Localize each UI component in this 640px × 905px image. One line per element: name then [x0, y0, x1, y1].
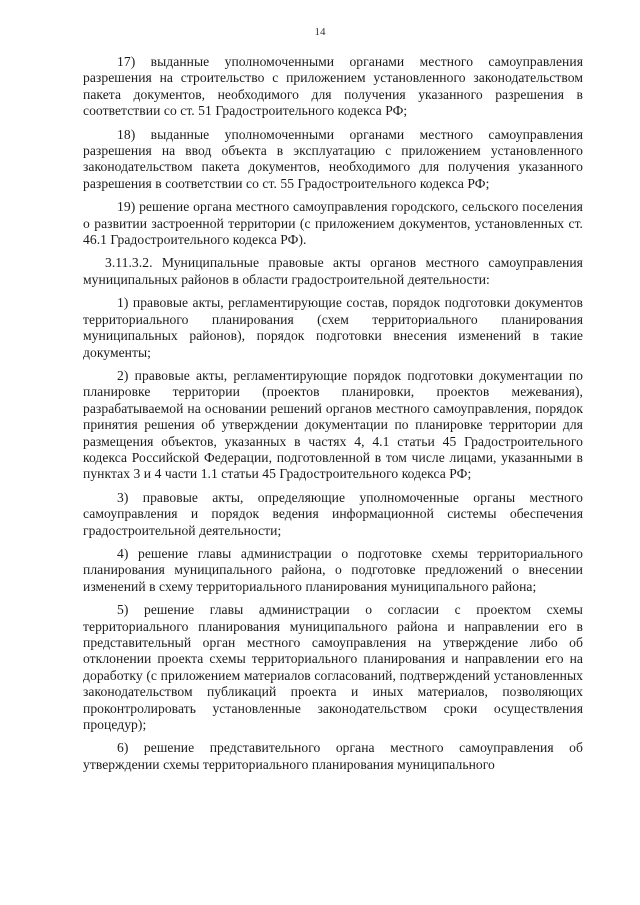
paragraph-item-6: 6) решение представительного органа местного самоуправления об утверждении схемы территориального планирования муниципального: [83, 740, 583, 772]
paragraph-item-17: 17) выданные уполномоченными органами местного самоуправления разрешения на строительство с приложением установленного законодательством пакета документов, необходимого для получения указанного разрешения в соответствии со ст. 51 Градостроительного кодекса РФ;: [83, 54, 583, 119]
section-heading-3-11-3-2: 3.11.3.2. Муниципальные правовые акты органов местного самоуправления муниципальных районов в области градостроительной деятельности:: [83, 255, 583, 287]
paragraph-item-4: 4) решение главы администрации о подготовке схемы территориального планирования муниципального района, о подготовке предложений о внесении изменений в схему территориального планирования муниципального района;: [83, 545, 583, 594]
paragraph-item-18: 18) выданные уполномоченными органами местного самоуправления разрешения на ввод объекта в эксплуатацию с приложением установленного законодательством пакета документов, необходимого для получения указанного разрешения в соответствии со ст. 55 Градостроительного кодекса РФ;: [83, 126, 583, 191]
page-number: 14: [314, 26, 326, 38]
document-body: [83, 54, 583, 780]
paragraph-item-3: 3) правовые акты, определяющие уполномоченные органы местного самоуправления и порядок ведения информационной системы обеспечения градостроительной деятельности;: [83, 489, 583, 538]
paragraph-item-1: 1) правовые акты, регламентирующие состав, порядок подготовки документов территориального планирования (схем территориального планирования муниципальных районов), порядок подготовки внесения изменений в такие документы;: [83, 295, 583, 360]
paragraph-item-2: 2) правовые акты, регламентирующие порядок подготовки документации по планировке территории (проектов планировки, проектов межевания), разрабатываемой на основании решений органов местного самоуправления, порядок принятия решения об утверждении документации по планировке территории для размещения объектов, указанных в частях 4, 4.1 статьи 45 Градостроительного кодекса Российской Федерации, подготовленной в том числе лицами, указанными в пунктах 3 и 4 части 1.1 статьи 45 Градостроительного кодекса РФ;: [83, 367, 583, 482]
paragraph-item-5: 5) решение главы администрации о согласии с проектом схемы территориального планирования муниципального района и направлении его в представительный орган местного самоуправления на утверждение либо об отклонении проекта схемы территориального планирования и направлении его на доработку (с приложением материалов согласований, подтверждений установленных законодательством публикаций проекта и иных материалов, позволяющих проконтролировать установленные законодательством сроки осуществления процедур);: [83, 602, 583, 733]
paragraph-item-19: 19) решение органа местного самоуправления городского, сельского поселения о развитии застроенной территории (с приложением документов, установленных ст. 46.1 Градостроительного кодекса РФ).: [83, 199, 583, 248]
